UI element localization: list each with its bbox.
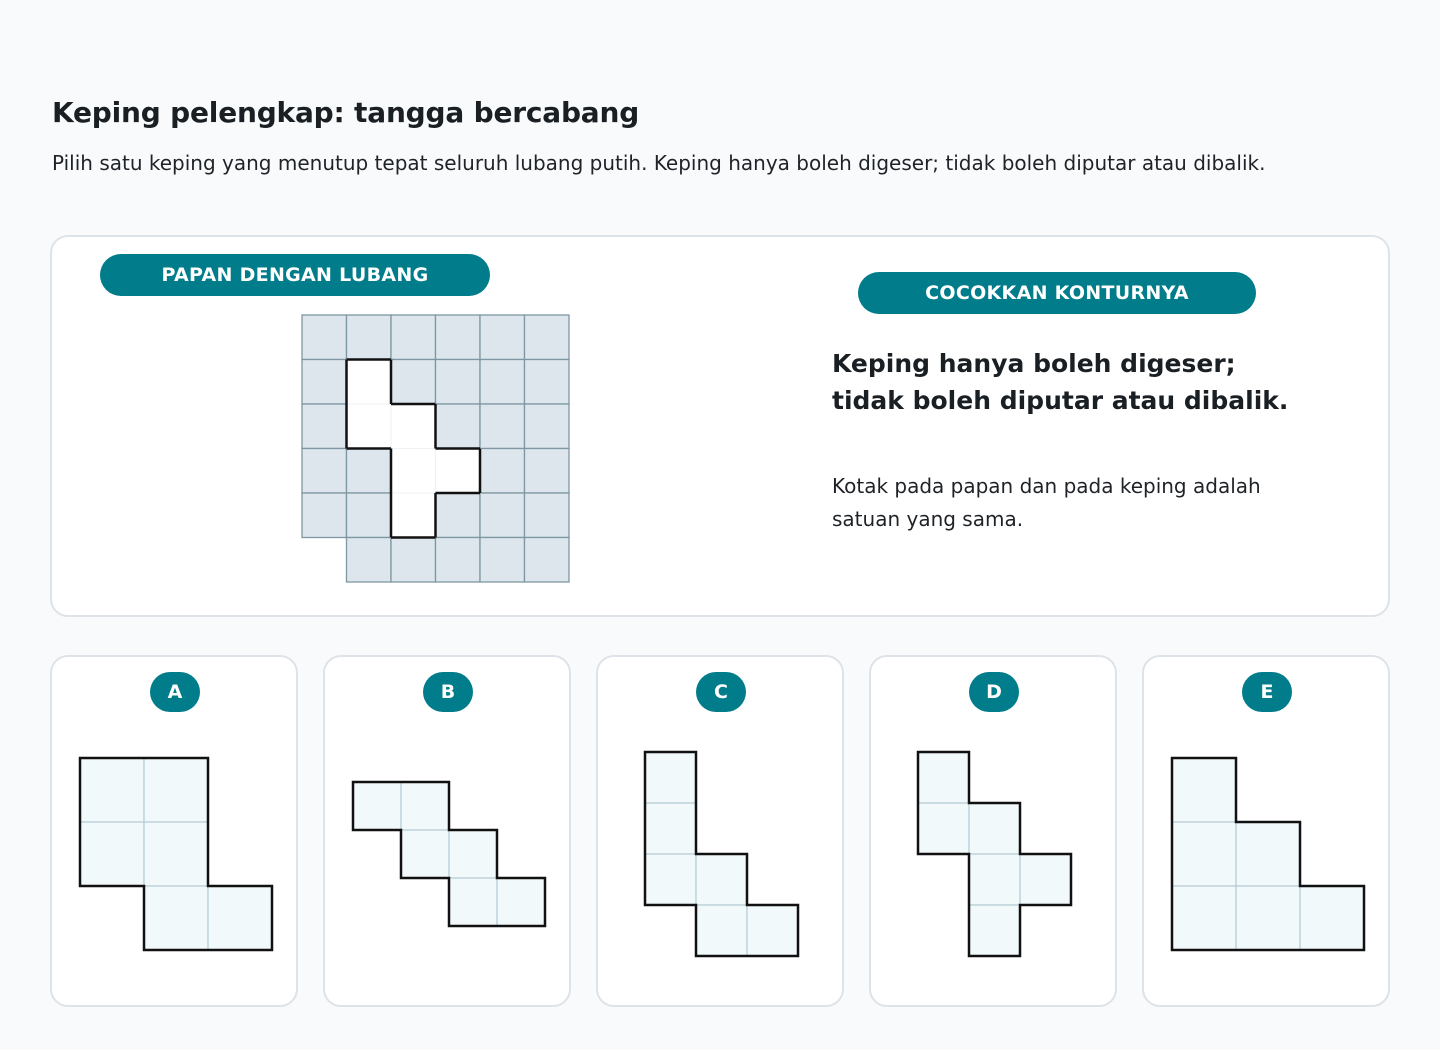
board-cell [347,315,392,360]
piece-cell [144,758,208,822]
board-cell [480,315,525,360]
option-card-c[interactable] [596,655,844,1007]
board-cell [302,315,347,360]
piece-shape [871,657,1119,1009]
piece-shape [52,657,300,1009]
board-cell [347,493,392,538]
option-card-d[interactable] [869,655,1117,1007]
piece-cell [969,854,1020,905]
board-cell [391,315,436,360]
unit-note: Kotak pada papan dan pada keping adalah satuan yang sama. [832,474,1261,531]
piece-cell [1300,886,1364,950]
instructions: Pilih satu keping yang menutup tepat seluruh lubang putih. Keping hanya boleh digeser; tidak boleh diputar atau dibalik. [52,151,1266,175]
piece-cell [144,822,208,886]
board-cell [302,493,347,538]
piece-cell [449,830,497,878]
board-cell [302,360,347,405]
board-cell [480,538,525,583]
option-card-a[interactable] [50,655,298,1007]
hole-cell [391,449,436,494]
piece-cell [144,886,208,950]
board-cell [436,360,481,405]
board-cell [391,538,436,583]
board-cell [480,449,525,494]
option-card-b[interactable] [323,655,571,1007]
piece-cell [449,878,497,926]
option-badge: C [696,672,746,712]
piece-cell [918,752,969,803]
board-cell [436,538,481,583]
piece-cell [1236,822,1300,886]
hole-cell [391,493,436,538]
piece-cell [747,905,798,956]
piece-cell [1236,886,1300,950]
board-cell [347,449,392,494]
board-cell [480,404,525,449]
piece-cell [208,886,272,950]
board-cell [302,404,347,449]
piece-cell [401,782,449,830]
board-cell [525,449,570,494]
piece-shape [325,657,573,1009]
board-cell [391,360,436,405]
option-badge: E [1242,672,1292,712]
piece-cell [645,803,696,854]
piece-shape [1144,657,1392,1009]
board-with-hole [300,313,572,585]
piece-cells [1172,758,1364,950]
piece-cell [401,830,449,878]
hole-cell [347,404,392,449]
board-cell [302,449,347,494]
board-cell [436,493,481,538]
piece-cell [969,905,1020,956]
board-cell [347,538,392,583]
piece-cell [969,803,1020,854]
board-cell [525,360,570,405]
match-label: COCOKKAN KONTURNYA [858,272,1256,314]
piece-cell [696,905,747,956]
piece-cells [80,758,272,950]
option-badge: A [150,672,200,712]
board-cell [480,360,525,405]
piece-cell [80,822,144,886]
option-badge: B [423,672,473,712]
piece-cell [80,758,144,822]
board-cell [436,315,481,360]
rule-text: Keping hanya boleh digeser; tidak boleh diputar atau dibalik. [832,349,1289,415]
piece-cell [645,854,696,905]
piece-cell [1172,822,1236,886]
option-badge: D [969,672,1019,712]
hole-cell [436,449,481,494]
piece-cell [353,782,401,830]
piece-cell [696,854,747,905]
board-cell [480,493,525,538]
piece-cell [1020,854,1071,905]
piece-cell [918,803,969,854]
board-label: PAPAN DENGAN LUBANG [100,254,490,296]
piece-shape [598,657,846,1009]
board-cell [525,493,570,538]
piece-cell [645,752,696,803]
puzzle-panel [50,235,1390,617]
hole-cell [347,360,392,405]
board-cell [525,315,570,360]
piece-cell [1172,886,1236,950]
piece-cell [497,878,545,926]
hole-cell [391,404,436,449]
option-card-e[interactable] [1142,655,1390,1007]
board-cell [436,404,481,449]
piece-cell [1172,758,1236,822]
board-cell [525,538,570,583]
page-title: Keping pelengkap: tangga bercabang [52,96,640,129]
board-cell [525,404,570,449]
